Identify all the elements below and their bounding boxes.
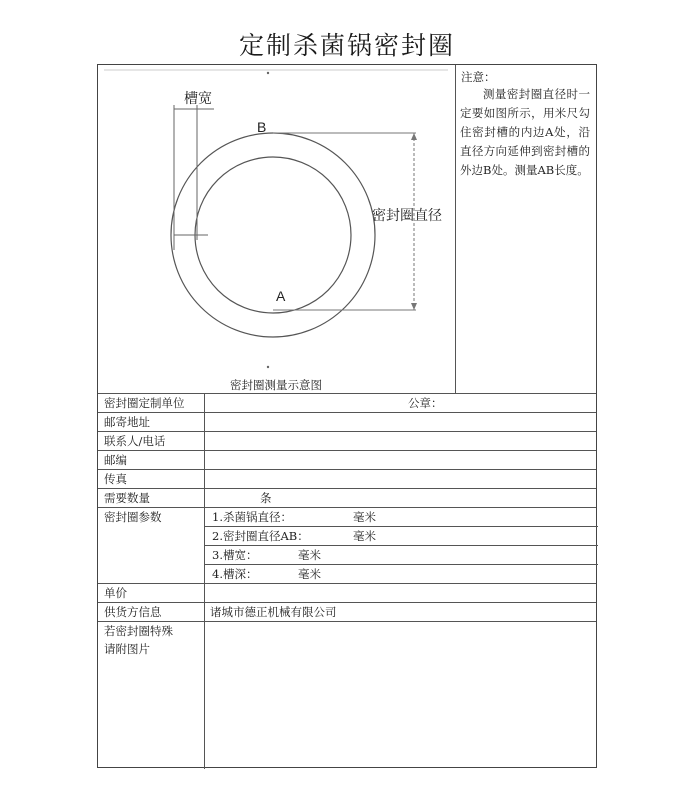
point-b-label: B — [257, 119, 267, 135]
special-label-line2: 请附图片 — [104, 642, 150, 656]
contact-label: 联系人/电话 — [104, 434, 166, 448]
address-label: 邮寄地址 — [104, 415, 150, 429]
diagram-caption: 密封圈测量示意图 — [230, 378, 322, 392]
param-3-label: 3.槽宽： — [212, 548, 258, 562]
diameter-arrow-bottom — [411, 303, 417, 310]
special-label-line1: 若密封圈特殊 — [104, 624, 173, 638]
supplier-label: 供货方信息 — [104, 605, 162, 619]
param-3-unit: 毫米 — [298, 548, 321, 562]
note-body: 测量密封圈直径时一定要如图所示，用米尺勾住密封槽的内边A处，沿直径方向延伸到密封槽的外边B处。测量AB长度。 — [460, 87, 590, 177]
order-form — [97, 64, 597, 768]
point-a-label: A — [276, 288, 286, 304]
params-label: 密封圈参数 — [104, 510, 162, 524]
diameter-arrow-top — [411, 133, 417, 140]
param-2-label: 2.密封圈直径AB： — [212, 529, 309, 543]
price-label: 单价 — [104, 586, 127, 600]
param-4-unit: 毫米 — [298, 567, 321, 581]
quantity-unit: 条 — [260, 491, 272, 505]
bottom-dot — [267, 366, 269, 368]
fax-label: 传真 — [104, 472, 127, 486]
quantity-label: 需要数量 — [104, 491, 150, 505]
note-title: 注意： — [461, 70, 496, 84]
groove-width-label: 槽宽 — [184, 90, 212, 106]
supplier-value: 诸城市德正机械有限公司 — [210, 605, 337, 619]
unit-label: 密封圈定制单位 — [104, 396, 185, 410]
diameter-label: 密封圈直径 — [372, 207, 442, 223]
page-title: 定制杀菌锅密封圈 — [238, 31, 455, 60]
param-2-unit: 毫米 — [353, 529, 376, 543]
postcode-label: 邮编 — [104, 453, 127, 467]
param-1-label: 1.杀菌锅直径： — [212, 510, 292, 524]
inner-ring — [195, 157, 351, 313]
param-4-label: 4.槽深： — [212, 567, 258, 581]
param-1-unit: 毫米 — [353, 510, 376, 524]
top-dot — [267, 72, 269, 74]
seal-label: 公章： — [408, 396, 443, 410]
